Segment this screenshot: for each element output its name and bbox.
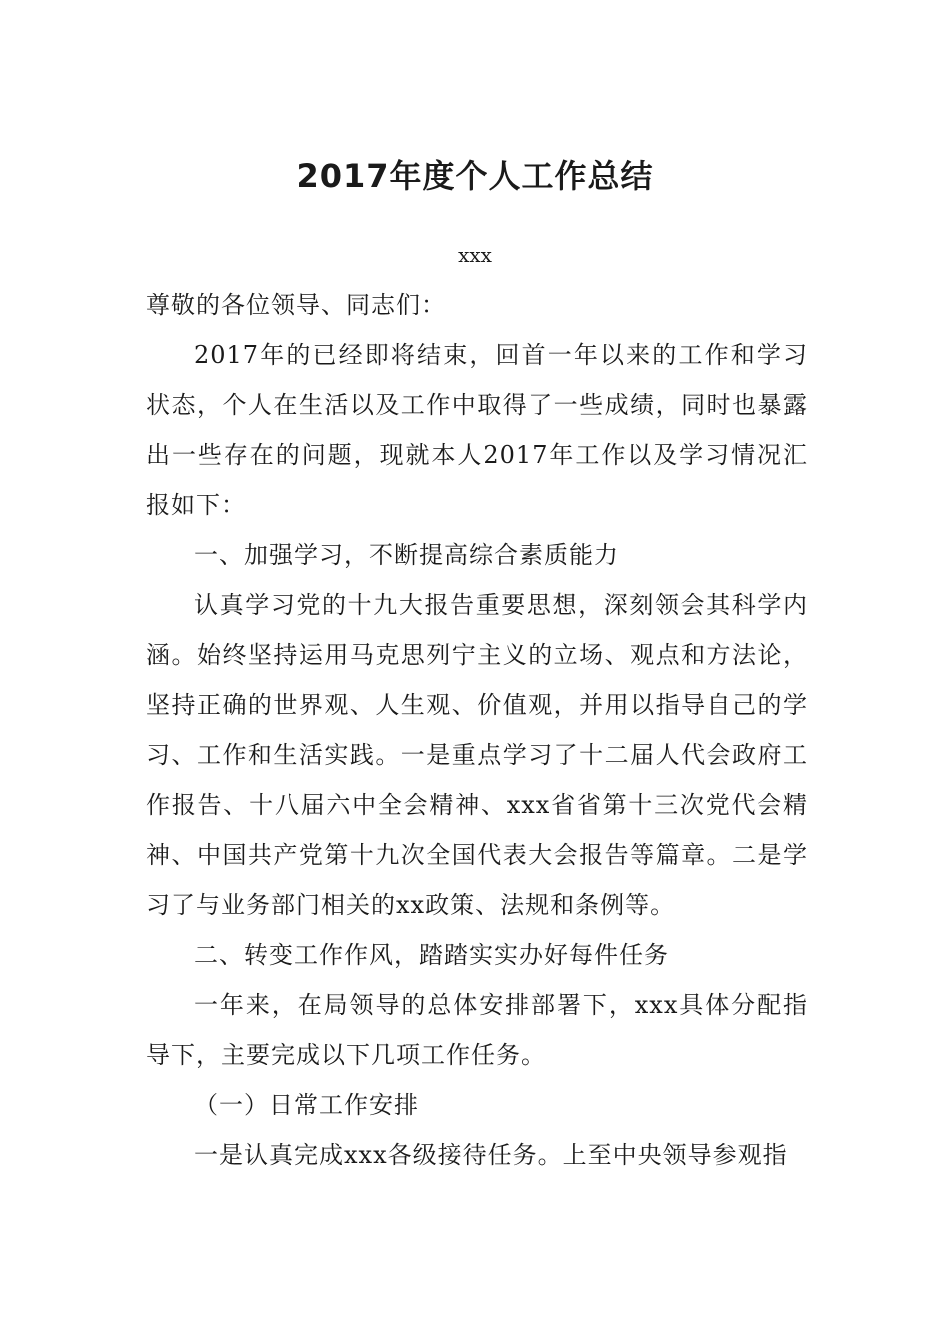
document-author: xxx	[458, 243, 492, 267]
daily-work-paragraph: 一是认真完成xxx各级接待任务。上至中央领导参观指	[194, 1141, 788, 1169]
subsection-heading-1: （一）日常工作安排	[194, 1091, 419, 1119]
study-paragraph: 认真学习党的十九大报告重要思想，深刻领会其科学内涵。始终坚持运用马克思列宁主义的立场、观点和方法论，坚持正确的世界观、人生观、价值观，并用以指导自己的学习、工作和生活实践。一是重点学习了十二届人代会政府工作报告、十八届六中全会精神、xxx省省第十三次党代会精神、中国共产党第十九次全国代表大会报告等篇章。二是学习了与业务部门相关的xx政策、法规和条例等。	[146, 591, 808, 919]
document-title: 2017年度个人工作总结	[296, 157, 654, 195]
intro-paragraph: 2017年的已经即将结束，回首一年以来的工作和学习状态，个人在生活以及工作中取得了一些成绩，同时也暴露出一些存在的问题，现就本人2017年工作以及学习情况汇报如下：	[146, 341, 808, 519]
section-heading-2: 二、转变工作作风，踏踏实实办好每件任务	[194, 941, 669, 969]
section-heading-1: 一、加强学习，不断提高综合素质能力	[194, 541, 619, 569]
document-body	[146, 280, 808, 1180]
salutation-paragraph: 尊敬的各位领导、同志们：	[146, 291, 446, 319]
work-intro-paragraph: 一年来，在局领导的总体安排部署下，xxx具体分配指导下，主要完成以下几项工作任务。	[146, 991, 808, 1069]
